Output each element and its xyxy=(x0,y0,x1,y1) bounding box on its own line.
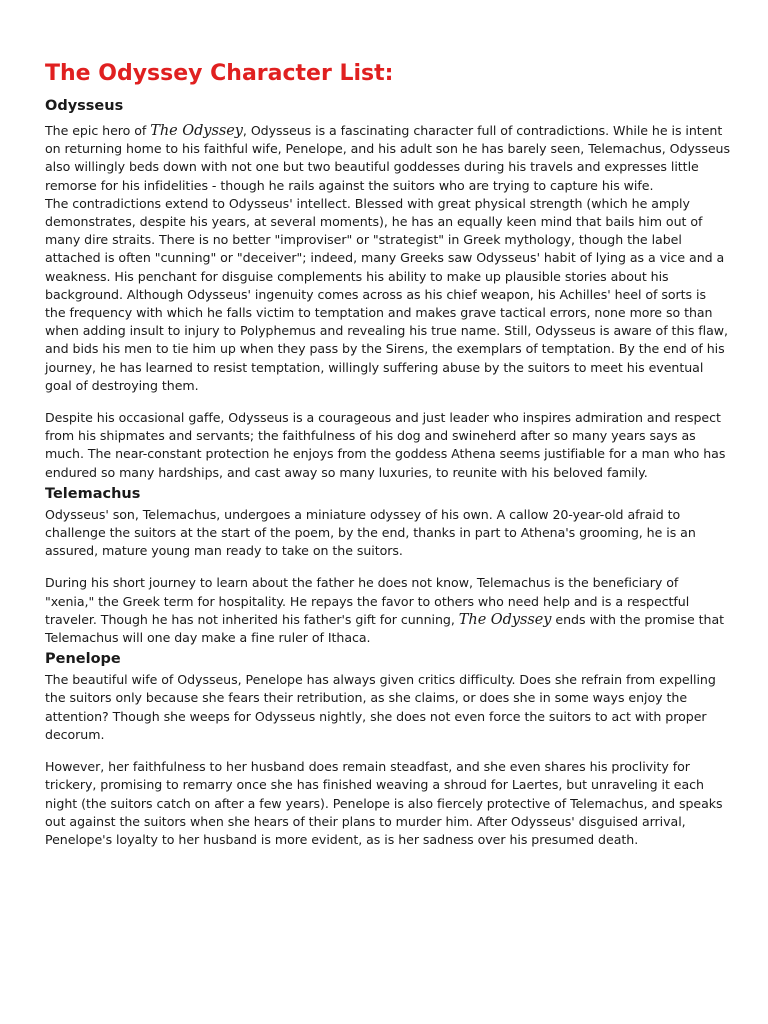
odyssey-title-italic: The Odyssey xyxy=(458,611,552,628)
odysseus-p1-text-b: , Odysseus is a fascinating character full of contradictions. While he is intent on returning home to his faithful wife, Penelope, and his adult son he has barely seen, Telemachus, Odysseus also willingly beds down with not one but two beautiful goddesses during his travels and expresses little remorse for his infidelities - though he rails against the suitors who are trying to capture his wife. xyxy=(45,123,730,193)
document-title: The Odyssey Character List: xyxy=(45,61,394,86)
section-telemachus xyxy=(45,482,730,647)
document-page xyxy=(45,58,730,849)
section-penelope xyxy=(45,647,730,849)
telemachus-paragraph-1: Odysseus' son, Telemachus, undergoes a miniature odyssey of his own. A callow 20-year-old afraid to challenge the suitors at the start of the poem, by the end, thanks in part to Athena's grooming, he is an assured, mature young man ready to take on the suitors. xyxy=(45,506,696,559)
heading-telemachus: Telemachus xyxy=(45,485,141,502)
telemachus-p2-text-b: ends with the promise that Telemachus will one day make a fine ruler of Ithaca. xyxy=(45,611,725,646)
odysseus-paragraph-2: The contradictions extend to Odysseus' intellect. Blessed with great physical strength (which he amply demonstrates, despite his years, at several moments), he has an equally keen mind that bails him out of many dire straits. There is no better "improviser" or "strategist" in Greek mythology, though the label attached is often "cunning" or "deceiver"; indeed, many Greeks saw Odysseus' habit of lying as a vice and a weakness. His penchant for disguise complements his ability to make up plausible stories about his background. Although Odysseus' ingenuity comes across as his chief weapon, his Achilles' heel of sorts is the frequency with which he falls victim to temptation and makes grave tactical errors, none more so than when adding insult to injury to Polyphemus and revealing his true name. Still, Odysseus is aware of this flaw, and bids his men to tie him up when they pass by the Sirens, the exemplars of temptation. By the end of his journey, he has learned to resist temptation, willingly suffering abuse by the suitors to meet his eventual goal of destroying them. xyxy=(45,195,728,393)
telemachus-p2-text-a: During his short journey to learn about the father he does not know, Telemachus is the beneficiary of "xenia," the Greek term for hospitality. He repays the favor to others who need help and is a respectful traveler. Though he has not inherited his father's gift for cunning, xyxy=(45,575,690,627)
heading-penelope: Penelope xyxy=(45,651,121,668)
odysseus-paragraph-1 xyxy=(45,122,730,195)
section-odysseus xyxy=(45,94,730,482)
penelope-paragraph-2: However, her faithfulness to her husband does remain steadfast, and she even shares his proclivity for trickery, promising to remarry once she has finished weaving a shroud for Laertes, but unraveling it each night (the suitors catch on after a few years). Penelope is also fiercely protective of Telemachus, and speaks out against the suitors when she hears of their plans to murder him. After Odysseus' disguised arrival, Penelope's loyalty to her husband is more evident, as is her sadness over his presumed death. xyxy=(45,759,723,847)
penelope-paragraph-1: The beautiful wife of Odysseus, Penelope has always given critics difficulty. Does she refrain from expelling the suitors only because she fears their retribution, as she claims, or does she in some ways enjoy the attention? Though she weeps for Odysseus nightly, she does not even force the suitors to act with proper decorum. xyxy=(45,672,716,742)
odysseus-p1-text-a: The epic hero of xyxy=(45,123,151,138)
telemachus-paragraph-2 xyxy=(45,574,730,647)
odyssey-title-italic: The Odyssey xyxy=(150,123,243,139)
heading-odysseus: Odysseus xyxy=(45,98,124,114)
odysseus-paragraph-3: Despite his occasional gaffe, Odysseus is a courageous and just leader who inspires admiration and respect from his shipmates and servants; the faithfulness of his dog and swineherd after so many years says as much. The near-constant protection he enjoys from the goddess Athena seems justifiable for a man who has endured so many hardships, and cast away so many luxuries, to reunite with his beloved family. xyxy=(45,410,726,480)
